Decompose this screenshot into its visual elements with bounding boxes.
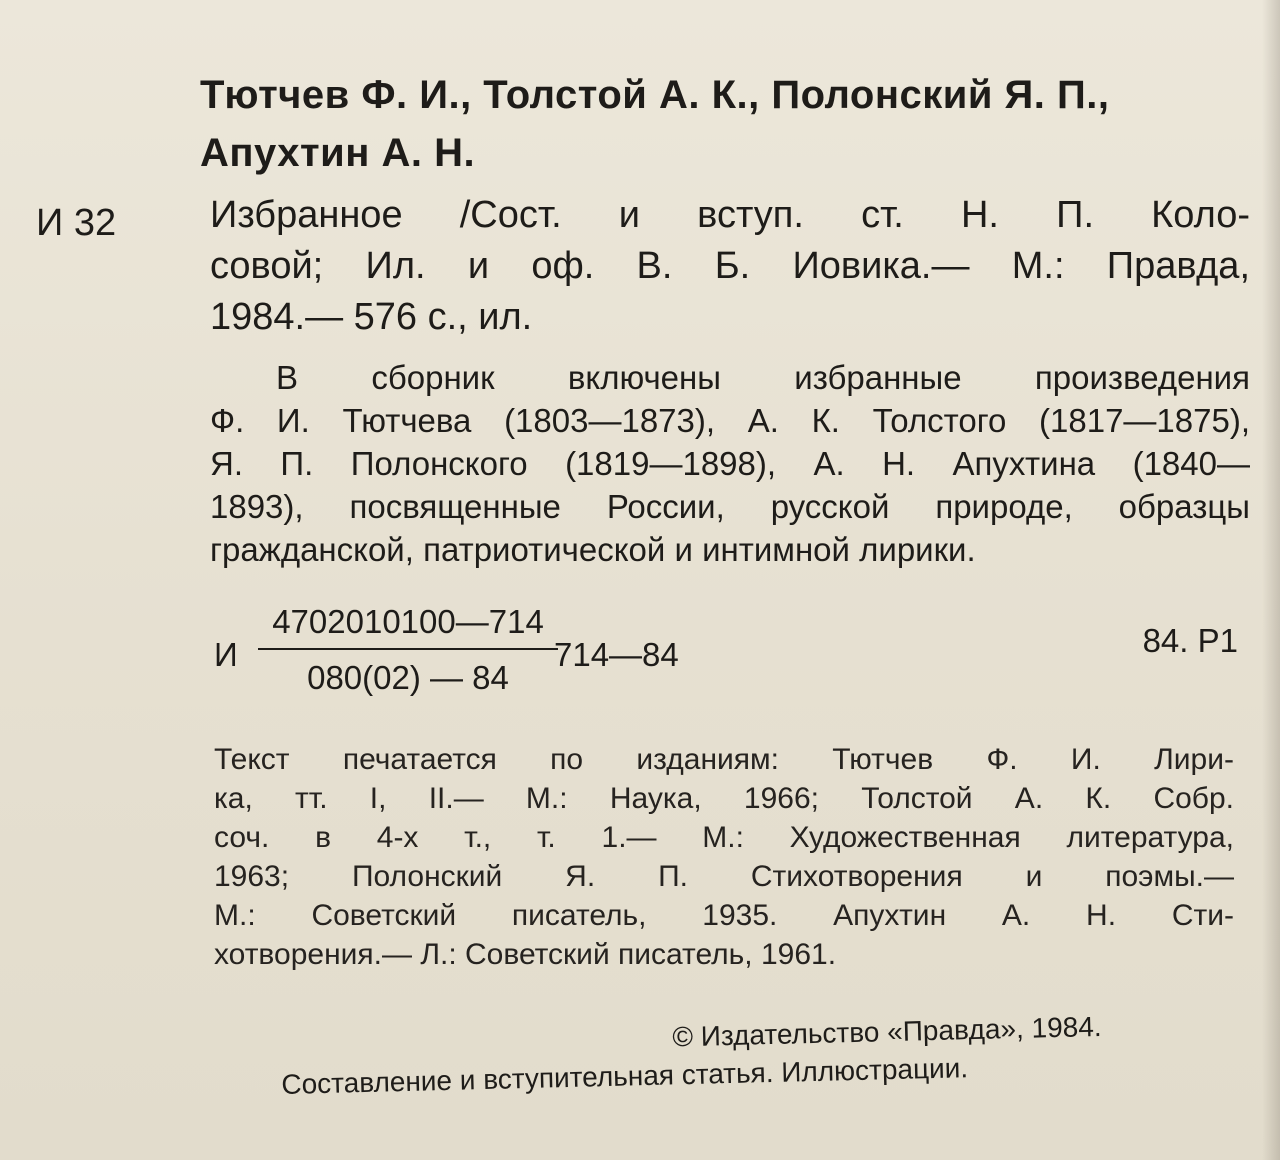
authors-heading (200, 66, 1250, 182)
annotation-line-1: В сборник включены избранные произведения (276, 359, 1250, 396)
page-edge-shadow (1262, 0, 1280, 1160)
authors-line-1: Тютчев Ф. И., Толстой А. К., Полонский Я. П., (200, 73, 1110, 117)
code-letter: И (214, 636, 238, 673)
code-numerator: 4702010100—714 (272, 603, 544, 640)
sources-line-3: соч. в 4-х т., т. 1.— М.: Художественная литература, (214, 821, 1234, 854)
annotation-line-5: гражданской, патриотической и интимной лирики. (210, 531, 976, 568)
code-class: 84. Р1 (1142, 622, 1238, 659)
code-right-number: 714—84 (554, 636, 679, 673)
code-fraction (258, 600, 558, 700)
copyright-line-1: © Издательство «Правда», 1984. (671, 1010, 1102, 1053)
entry-line-1: Избранное /Сост. и вступ. ст. Н. П. Коло- (210, 194, 1250, 236)
entry-line-2: совой; Ил. и оф. В. Б. Иовика.— М.: Правда, (210, 245, 1250, 287)
sources-line-2: ка, тт. I, II.— М.: Наука, 1966; Толстой А. К. Собр. (214, 782, 1234, 815)
catalog-code (214, 600, 1254, 710)
sources-line-6: хотворения.— Л.: Советский писатель, 1961. (214, 938, 837, 971)
annotation-line-4: 1893), посвященные России, русской природе, образцы (210, 488, 1250, 525)
annotation-line-3: Я. П. Полонского (1819—1898), А. Н. Апухтина (1840— (210, 445, 1250, 482)
entry-line-3: 1984.— 576 с., ил. (210, 296, 533, 338)
source-editions (214, 740, 1234, 974)
authors-line-2: Апухтин А. Н. (200, 131, 476, 175)
annotation-line-2: Ф. И. Тютчева (1803—1873), А. К. Толстого (1817—1875), (210, 402, 1250, 439)
code-denominator: 080(02) — 84 (307, 659, 509, 696)
bibliographic-entry (210, 190, 1250, 343)
fraction-bar (258, 648, 558, 650)
classification-index: И 32 (36, 202, 117, 244)
copyright-line-2: Составление и вступительная статья. Иллюстрации. (281, 1052, 969, 1100)
sources-line-5: М.: Советский писатель, 1935. Апухтин А. Н. Сти- (214, 899, 1234, 932)
annotation (210, 356, 1250, 571)
sources-line-1: Текст печатается по изданиям: Тютчев Ф. И. Лири- (214, 743, 1234, 776)
copyright-notice (280, 1005, 1242, 1104)
sources-line-4: 1963; Полонский Я. П. Стихотворения и поэмы.— (214, 860, 1234, 893)
